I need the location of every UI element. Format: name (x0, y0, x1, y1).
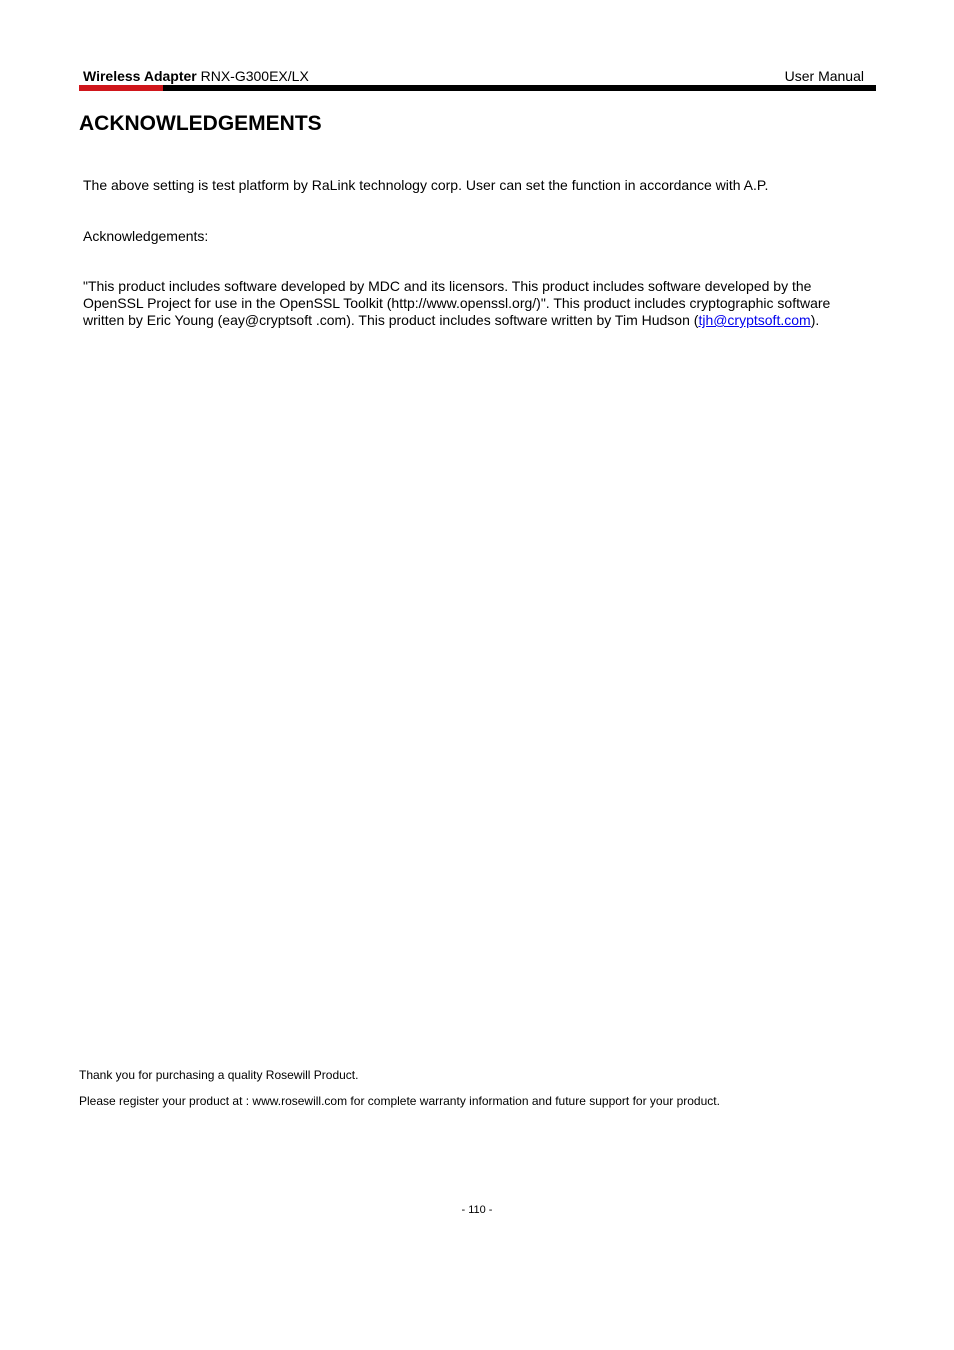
page-title: ACKNOWLEDGEMENTS (79, 112, 322, 135)
license-line-3 (83, 312, 873, 329)
header-rule-accent (79, 85, 163, 91)
header-rule (79, 85, 876, 91)
acknowledgements-label: Acknowledgements: (83, 228, 209, 244)
page-header (79, 67, 876, 85)
header-doc-type: User Manual (784, 68, 864, 84)
license-paragraph (83, 278, 873, 329)
license-line-3-end: ). (810, 312, 820, 328)
email-link[interactable]: tjh@cryptsoft.com (698, 312, 811, 328)
license-line-1: "This product includes software developed by MDC and its licensors. This product includes software developed by the (83, 278, 812, 294)
header-model: RNX-G300EX/LX (200, 68, 309, 84)
license-line-3-text: written by Eric Young (eay@cryptsoft .com). This product includes software written by Tim Hudson ( (83, 312, 699, 328)
register-note: Please register your product at : www.rosewill.com for complete warranty information and future support for your product. (79, 1094, 720, 1108)
header-product-name: Wireless Adapter (83, 68, 197, 84)
test-platform-paragraph: The above setting is test platform by RaLink technology corp. User can set the function in accordance with A.P. (83, 177, 769, 193)
page-number: - 110 - (461, 1204, 493, 1216)
header-product (83, 67, 309, 85)
license-line-2: OpenSSL Project for use in the OpenSSL Toolkit (http://www.openssl.org/)". This product includes cryptographic software (83, 295, 831, 311)
thank-you-note: Thank you for purchasing a quality Rosewill Product. (79, 1068, 359, 1082)
